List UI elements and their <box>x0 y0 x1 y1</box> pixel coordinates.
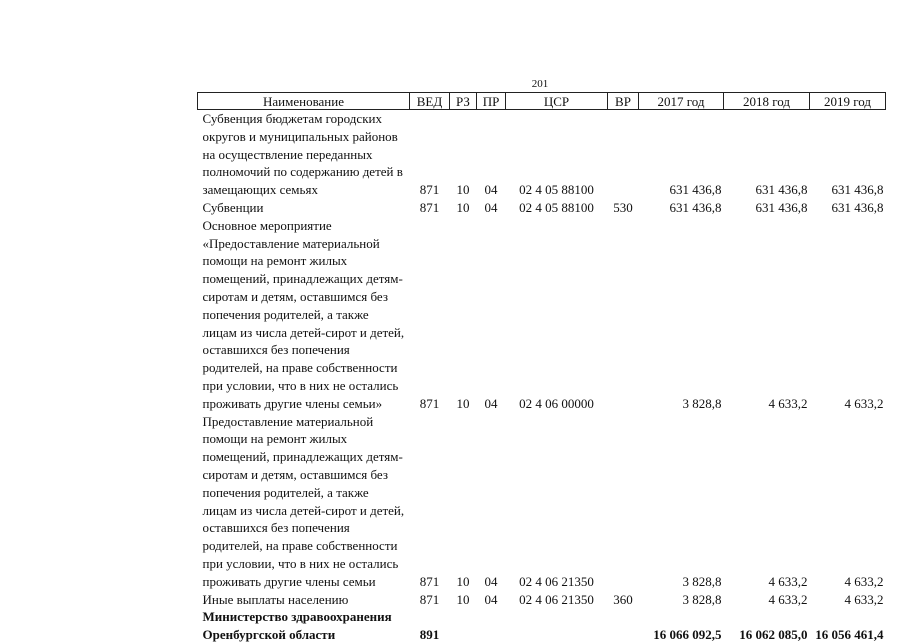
row-2019: 4 633,2 <box>844 591 884 607</box>
header-rz: РЗ <box>450 93 477 110</box>
row-csr <box>506 608 608 644</box>
table-row <box>198 591 886 609</box>
header-vr: ВР <box>608 93 639 110</box>
row-pr <box>477 608 506 644</box>
row-2019: 16 056 461,4 <box>815 627 884 643</box>
row-rz: 10 <box>456 199 470 215</box>
row-2018: 631 436,8 <box>755 199 808 215</box>
row-2019: 4 633,2 <box>844 573 884 589</box>
table-row <box>198 608 886 644</box>
row-csr: 02 4 06 21350 <box>519 591 594 607</box>
row-2019: 4 633,2 <box>844 395 884 411</box>
row-2017: 16 066 092,5 <box>653 627 722 643</box>
row-vr <box>608 608 639 644</box>
row-pr: 04 <box>484 182 498 198</box>
row-name: Субвенция бюджетам городских округов и муниципальных районов на осуществление переданных полномочий по содержанию детей в замещающих семьях <box>202 111 403 198</box>
row-2017: 631 436,8 <box>669 182 722 198</box>
row-vr: 360 <box>613 591 633 607</box>
table-header-row <box>198 93 886 110</box>
row-ved: 871 <box>419 395 440 411</box>
row-2018: 4 633,2 <box>768 395 808 411</box>
header-2017: 2017 год <box>639 93 724 110</box>
row-rz: 10 <box>456 573 470 589</box>
row-2018: 16 062 085,0 <box>739 627 808 643</box>
row-2019: 631 436,8 <box>831 182 884 198</box>
row-vr <box>608 217 639 413</box>
row-rz: 10 <box>456 395 470 411</box>
row-vr: 530 <box>613 199 633 215</box>
row-ved: 871 <box>419 573 440 589</box>
row-csr: 02 4 06 21350 <box>519 573 594 589</box>
table-row <box>198 199 886 217</box>
header-2018: 2018 год <box>724 93 810 110</box>
row-pr: 04 <box>484 591 498 607</box>
row-rz: 10 <box>456 591 470 607</box>
row-name: Министерство здравоохранения Оренбургской области <box>202 609 392 643</box>
budget-table <box>197 92 886 644</box>
row-rz <box>450 608 477 644</box>
row-csr: 02 4 05 88100 <box>519 182 594 198</box>
row-rz: 10 <box>456 182 470 198</box>
row-ved: 871 <box>419 199 440 215</box>
row-vr <box>608 413 639 591</box>
row-vr <box>608 110 639 199</box>
row-ved: 871 <box>419 182 440 198</box>
row-name: Иные выплаты населению <box>202 591 349 607</box>
row-2019: 631 436,8 <box>831 199 884 215</box>
row-2017: 3 828,8 <box>682 591 722 607</box>
row-2017: 3 828,8 <box>682 395 722 411</box>
row-2017: 631 436,8 <box>669 199 722 215</box>
row-ved: 891 <box>419 627 440 643</box>
row-csr: 02 4 05 88100 <box>519 199 594 215</box>
table-row <box>198 413 886 591</box>
row-name: Предоставление материальной помощи на ремонт жилых помещений, принадлежащих детям-сиротам и детям, оставшимся без попечения родителей, а также лицам из числа детей-сирот и детей, оставшихся без попечения родителей, на праве собственности при условии, что в них не остались проживать другие члены семьи <box>202 413 405 589</box>
table-row <box>198 110 886 199</box>
row-csr: 02 4 06 00000 <box>519 395 594 411</box>
row-ved: 871 <box>419 591 440 607</box>
header-pr: ПР <box>477 93 506 110</box>
row-2018: 4 633,2 <box>768 591 808 607</box>
row-name: Основное мероприятие «Предоставление материальной помощи на ремонт жилых помещений, принадлежащих детям-сиротам и детям, оставшимся без попечения родителей, а также лицам из числа детей-сирот и детей, оставшихся без попечения родителей, на праве собственности при условии, что в них не остались проживать другие члены семьи» <box>202 217 405 411</box>
header-ved: ВЕД <box>410 93 450 110</box>
row-pr: 04 <box>484 573 498 589</box>
row-pr: 04 <box>484 395 498 411</box>
row-2018: 4 633,2 <box>768 573 808 589</box>
row-2018: 631 436,8 <box>755 182 808 198</box>
row-2017: 3 828,8 <box>682 573 722 589</box>
header-csr: ЦСР <box>506 93 608 110</box>
row-name: Субвенции <box>202 199 264 215</box>
page-number: 201 <box>531 78 549 90</box>
header-2019: 2019 год <box>810 93 886 110</box>
row-pr: 04 <box>484 199 498 215</box>
header-name: Наименование <box>198 93 410 110</box>
table-row <box>198 217 886 413</box>
